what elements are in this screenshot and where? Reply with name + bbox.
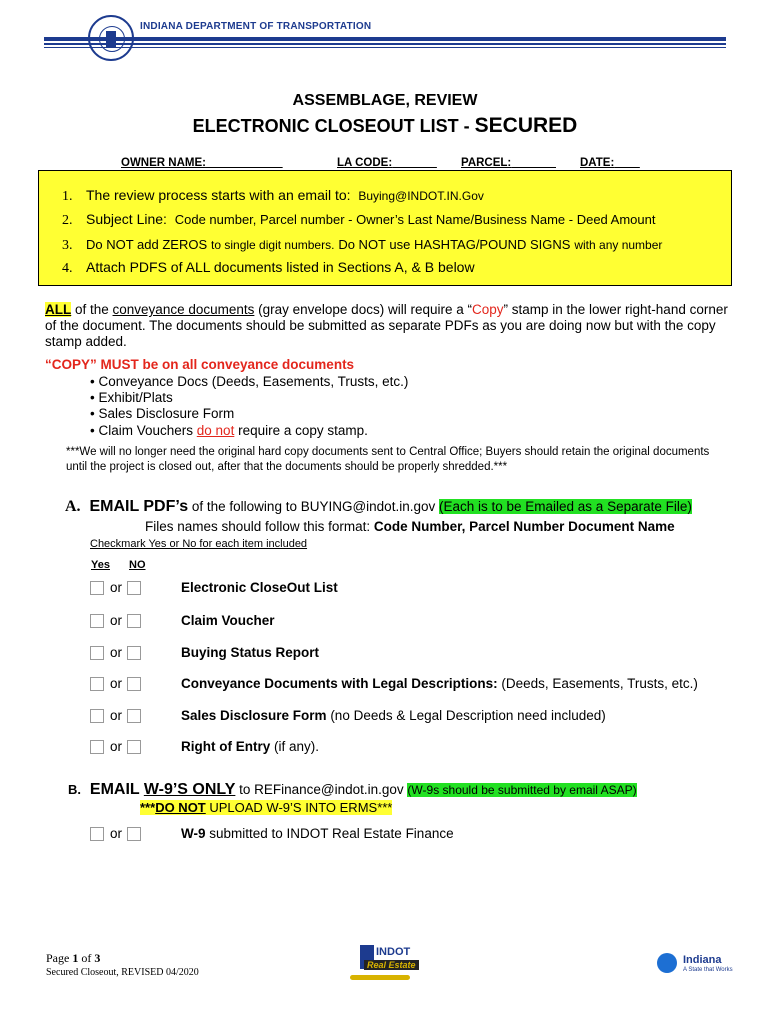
file-name-format: Files names should follow this format: Code Number, Parcel Number Document Name <box>145 519 675 534</box>
or-label: or <box>110 826 123 841</box>
no-checkbox[interactable] <box>127 740 141 754</box>
list-item: • Claim Vouchers do not require a copy stamp. <box>90 423 368 438</box>
header-rule <box>44 47 726 48</box>
no-checkbox[interactable] <box>127 709 141 723</box>
la-code-label: LA CODE: <box>337 157 393 169</box>
yes-checkbox[interactable] <box>90 677 104 691</box>
page-number: Page 1 of 3 <box>46 951 101 965</box>
revision-note: Secured Closeout, REVISED 04/2020 <box>46 967 199 978</box>
header-rule <box>44 43 726 45</box>
or-label: or <box>110 645 123 660</box>
section-b-heading: B. EMAIL W-9’S ONLY to REFinance@indot.in.gov (W-9s should be submitted by email ASAP) <box>68 781 637 798</box>
separate-file-highlight: (Each is to be Emailed as a Separate File) <box>438 499 692 514</box>
page-title: ASSEMBLAGE, REVIEW <box>292 92 478 109</box>
yes-checkbox[interactable] <box>90 709 104 723</box>
no-column-header: NO <box>129 559 146 571</box>
or-label: or <box>110 580 123 595</box>
list-item: • Sales Disclosure Form <box>90 406 235 421</box>
no-checkbox[interactable] <box>127 614 141 628</box>
section-a-heading: A. EMAIL PDF’s of the following to BUYING@indot.in.gov (Each is to be Emailed as a Separate File) <box>65 498 692 515</box>
no-checkbox[interactable] <box>127 646 141 660</box>
instruction-item: 1. The review process starts with an email to: Buying@INDOT.IN.Gov <box>62 187 484 204</box>
parcel-label: PARCEL: <box>461 157 512 169</box>
yes-checkbox[interactable] <box>90 581 104 595</box>
subtitle-secured: SECURED <box>474 114 578 137</box>
checklist-item-label: Sales Disclosure Form (no Deeds & Legal Description need included) <box>181 708 606 723</box>
yes-checkbox[interactable] <box>90 827 104 841</box>
no-checkbox[interactable] <box>127 827 141 841</box>
copy-stamp-paragraph: ALL of the conveyance documents (gray envelope docs) will require a “Copy” stamp in the lower right-hand corner of the document. The documents should be submitted as separate PDFs as you are doing now but with the copy stamp added. <box>45 302 728 349</box>
erms-warning: ***DO NOT UPLOAD W-9’S INTO ERMS*** <box>140 800 393 815</box>
header-rule <box>44 37 726 41</box>
or-label: or <box>110 708 123 723</box>
yes-checkbox[interactable] <box>90 740 104 754</box>
no-checkbox[interactable] <box>127 581 141 595</box>
buying-email: Buying@INDOT.IN.Gov <box>358 189 484 203</box>
indiana-state-logo: Indiana A State that Works <box>655 950 735 980</box>
original-documents-note: ***We will no longer need the original hard copy documents sent to Central Office; Buyers should retain the original documents until the project is closed out, after that the documents should be properly shredded.*** <box>66 446 710 473</box>
subtitle-main: ELECTRONIC CLOSEOUT LIST - <box>192 116 475 136</box>
checklist-item-label: Claim Voucher <box>181 613 275 628</box>
instruction-item: 2. Subject Line: Code number, Parcel number - Owner’s Last Name/Business Name - Deed Amount <box>62 211 656 228</box>
checklist-item-label: W-9 submitted to INDOT Real Estate Finance <box>181 826 454 841</box>
list-item: • Conveyance Docs (Deeds, Easements, Trusts, etc.) <box>90 374 409 389</box>
list-item: • Exhibit/Plats <box>90 390 173 405</box>
no-checkbox[interactable] <box>127 677 141 691</box>
page-subtitle <box>0 114 770 138</box>
yes-checkbox[interactable] <box>90 614 104 628</box>
checklist-item-label: Buying Status Report <box>181 645 320 660</box>
instruction-item: 4. Attach PDFS of ALL documents listed in Sections A, & B below <box>62 259 475 276</box>
instruction-item: 3. Do NOT add ZEROS to single digit numbers. Do NOT use HASHTAG/POUND SIGNS with any number <box>62 237 663 253</box>
checklist-item-label: Electronic CloseOut List <box>181 580 338 595</box>
indot-real-estate-logo: INDOT Real Estate <box>350 945 420 983</box>
gear-icon <box>657 953 677 973</box>
or-label: or <box>110 739 123 754</box>
yes-checkbox[interactable] <box>90 646 104 660</box>
or-label: or <box>110 613 123 628</box>
department-name: INDIANA DEPARTMENT OF TRANSPORTATION <box>140 21 372 32</box>
checklist-item-label: Right of Entry (if any). <box>181 739 320 754</box>
checkmark-instruction: Checkmark Yes or No for each item included <box>90 538 308 550</box>
date-label: DATE: <box>580 157 615 169</box>
owner-name-label: OWNER NAME: <box>121 157 206 169</box>
or-label: or <box>110 676 123 691</box>
yes-column-header: Yes <box>91 559 110 571</box>
copy-heading: “COPY” MUST be on all conveyance documents <box>45 357 355 372</box>
w9-asap-highlight: (W-9s should be submitted by email ASAP) <box>407 783 637 797</box>
checklist-item-label: Conveyance Documents with Legal Descriptions: (Deeds, Easements, Trusts, etc.) <box>181 676 698 691</box>
